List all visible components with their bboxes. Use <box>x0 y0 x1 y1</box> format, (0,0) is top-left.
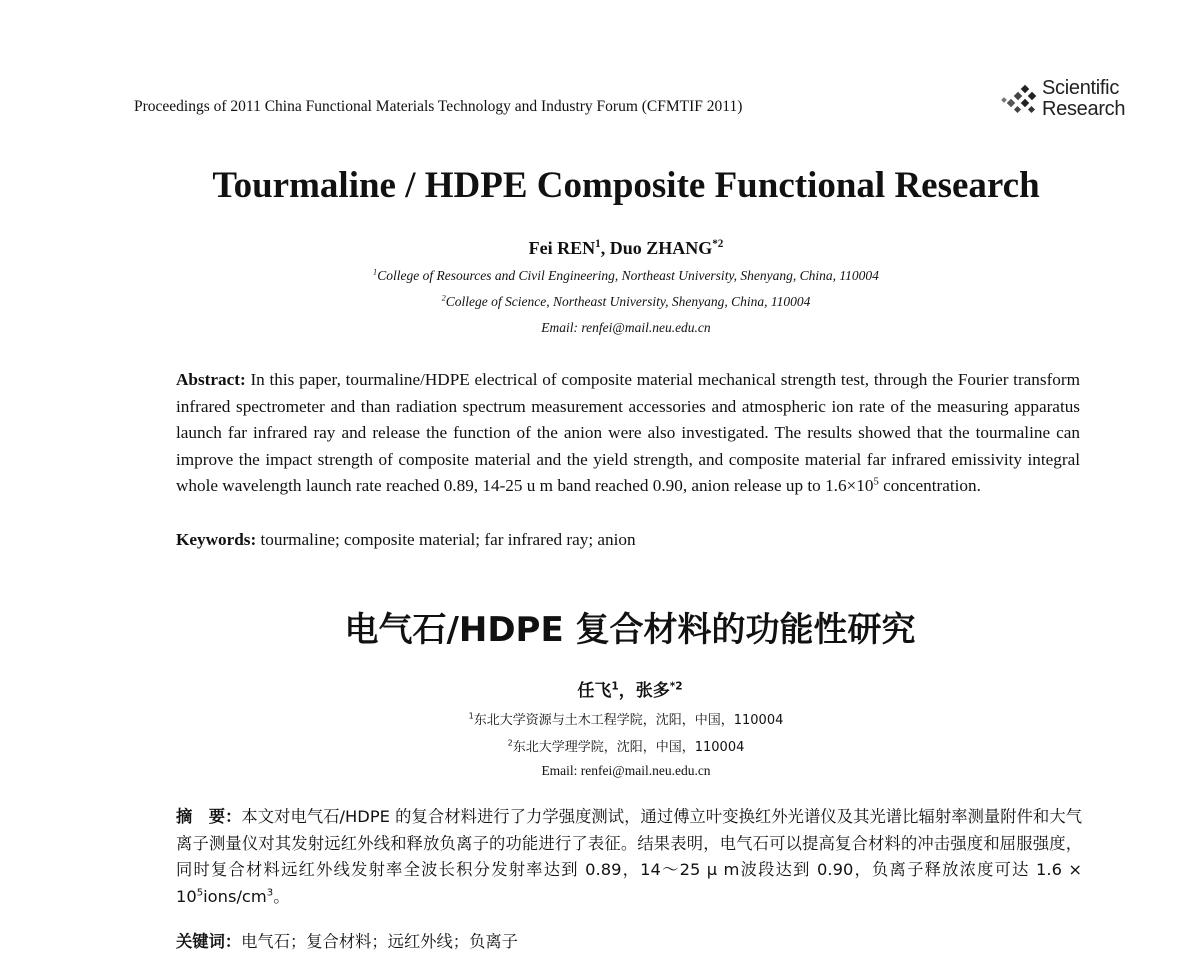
affiliation-superscript: 2 <box>441 293 446 303</box>
abstract-chinese: 摘 要：本文对电气石/HDPE 的复合材料进行了力学强度测试，通过傅立叶变换红外光谱仪及其光谱比辐射率测量附件和大气离子测量仪对其发射远红外线和释放负离子的功能进行了表征。结果表明，电气石可以提高复合材料的冲击强度和屈服强度，同时复合材料远红外线发射率全波长积分发射率达到 0.89，14～25 μ m波段达到 0.90，负离子释放浓度可达 $1.6 \times 10^5ions/cm^3$。 <box>176 807 1082 906</box>
exponent: 5 <box>196 887 204 899</box>
keywords-english <box>176 530 636 550</box>
abstract-text: 本文对电气石/HDPE 的复合材料进行了力学强度测试，通过傅立叶变换红外光谱仪及其光谱比辐射率测量附件和大气离子测量仪对其发射远红外线和释放负离子的功能进行了表征。结果表明，电气石可以提高复合材料的冲击强度和屈服强度，同时复合材料远红外线发射率全波长积分发射率达到 0.89，14～25 μ m波段达到 0.90，负离子释放浓度可达 1.6 × 10 <box>176 807 1082 906</box>
author-name: Fei REN <box>528 238 596 258</box>
keywords-text: 电气石；复合材料；远红外线；负离子 <box>241 932 518 951</box>
abstract-label: Abstract: <box>176 370 246 389</box>
exponent: 5 <box>873 476 879 488</box>
author-separator: ， <box>618 681 636 701</box>
logo-text-research: Research <box>1042 98 1126 120</box>
paper-title-chinese: 电气石/HDPE 复合材料的功能性研究 <box>344 610 916 650</box>
authors-chinese <box>0 676 1200 701</box>
email-chinese: Email: renfei@mail.neu.edu.cn <box>541 763 711 778</box>
proceedings-header: Proceedings of 2011 China Functional Materials Technology and Industry Forum (CFMTIF 2011) <box>134 98 743 115</box>
authors-english <box>0 238 1200 259</box>
keywords-label: Keywords: <box>176 530 257 549</box>
affiliation-english-1: $^1$College of Resources and Civil Engineering, Northeast University, Shenyang, China, 110004 <box>373 267 879 283</box>
affiliation-chinese-2: $^2$东北大学理学院，沈阳，中国，110004 <box>507 738 745 755</box>
scientific-research-logo <box>1000 77 1126 124</box>
affiliation-english-2: $^2$College of Science, Northeast University, Shenyang, China, 110004 <box>441 293 811 309</box>
author-superscript: *2 <box>669 680 683 693</box>
dots-logo-icon <box>1000 84 1040 118</box>
exponent: 3 <box>266 887 274 899</box>
author-superscript: *2 <box>712 238 724 250</box>
author-name: Duo ZHANG <box>609 238 713 258</box>
author-name: 任飞 <box>577 681 612 701</box>
affiliation-chinese-1: $^1$东北大学资源与土木工程学院，沈阳，中国，110004 <box>468 711 784 728</box>
keywords-label: 关键词： <box>176 932 242 951</box>
keywords-chinese <box>176 928 518 952</box>
author-name: 张多 <box>635 681 670 701</box>
author-separator: , <box>600 238 610 258</box>
affiliation-superscript: 1 <box>373 267 378 277</box>
keywords-text: tourmaline; composite material; far infrared ray; anion <box>256 530 636 549</box>
paper-title-english: Tourmaline / HDPE Composite Functional Research <box>212 165 1040 206</box>
author-superscript: 1 <box>595 238 601 250</box>
affiliation-superscript: 1 <box>468 711 474 721</box>
abstract-label: 摘 要： <box>176 807 242 826</box>
email-english: Email: renfei@mail.neu.edu.cn <box>541 320 711 335</box>
abstract-english: Abstract: In this paper, tourmaline/HDPE electrical of composite material mechanical strength test, through the Fourier transform infrared spectrometer and than radiation spectrum measurement accessories and atmospheric ion rate of the measuring apparatus launch far infrared ray and release the function of the anion were also investigated. The results showed that the tourmaline can improve the impact strength of composite material and the yield strength, and composite material far infrared emissivity integral whole wavelength launch rate reached 0.89, 14-25 u m band reached 0.90, anion release up to $1.6\times 10^5$ concentration. <box>176 370 1080 495</box>
logo-text-scientific: Scientific <box>1042 77 1120 99</box>
author-superscript: 1 <box>611 680 619 693</box>
abstract-text: In this paper, tourmaline/HDPE electrical of composite material mechanical strength test, through the Fourier transform infrared spectrometer and than radiation spectrum measurement accessories and atmospheric ion rate of the measuring apparatus launch far infrared ray and release the function of the anion were also investigated. The results showed that the tourmaline can improve the impact strength of composite material and the yield strength, and composite material far infrared emissivity integral whole wavelength launch rate reached 0.89, 14-25 u m band reached 0.90, anion release up to 1.6×10 <box>176 370 1080 495</box>
affiliation-superscript: 2 <box>507 738 513 748</box>
